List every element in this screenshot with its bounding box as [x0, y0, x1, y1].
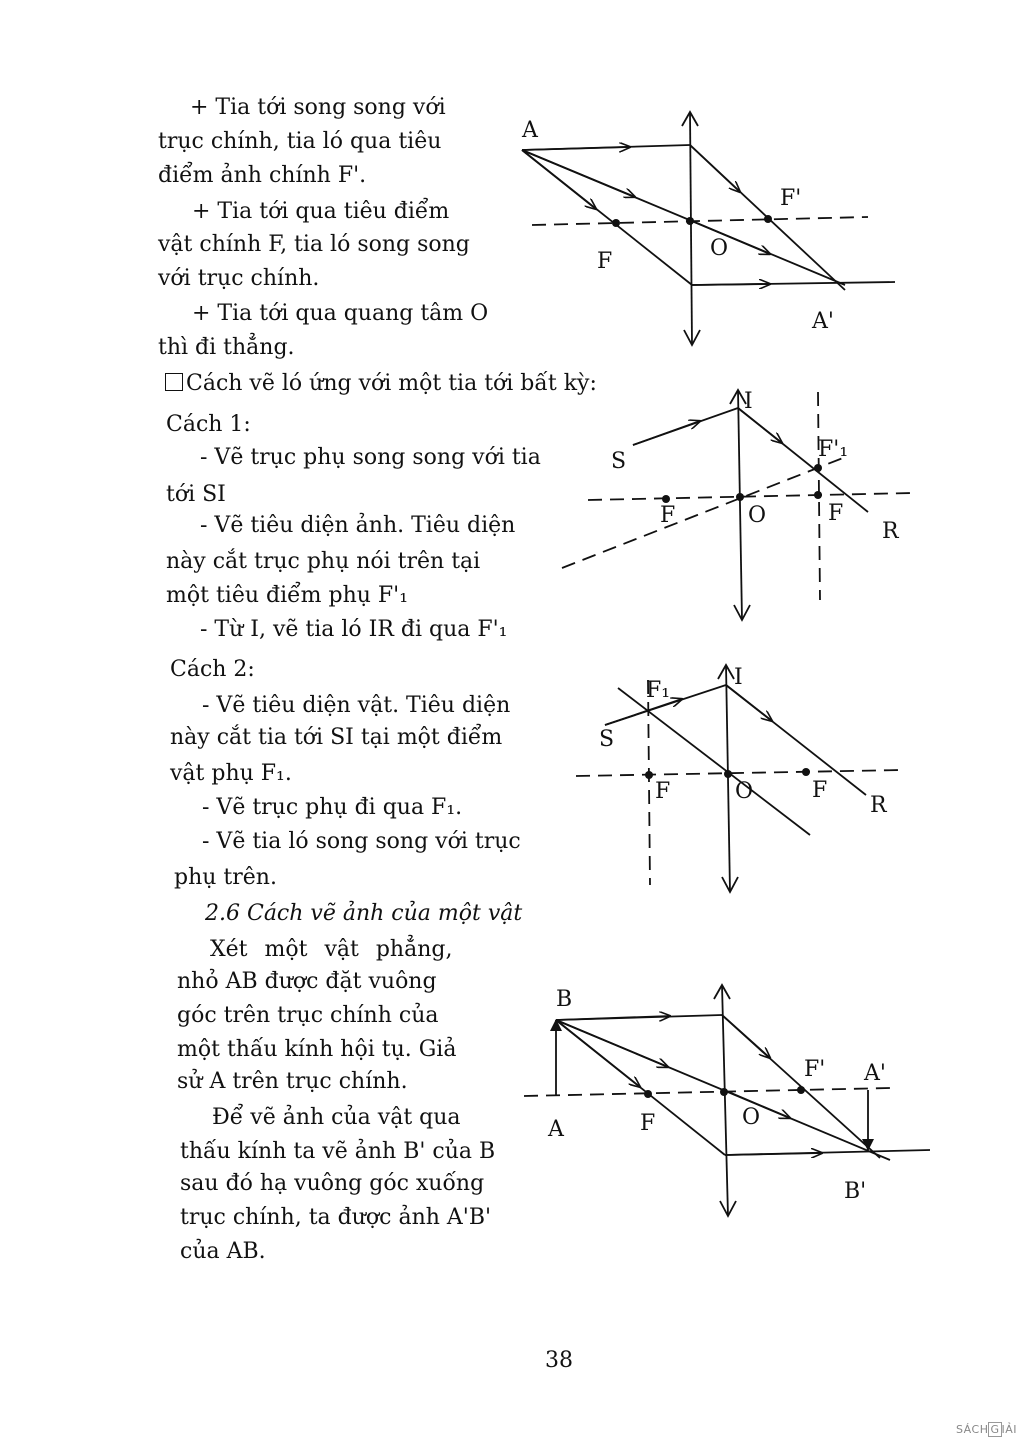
- fig1-label-F: F: [597, 249, 613, 274]
- fig2-lens: [738, 390, 742, 620]
- para1-line3: góc trên trục chính của: [177, 1003, 439, 1028]
- fig4-label-A-prime: A': [864, 1061, 886, 1086]
- heading-any-ray: Cách vẽ ló ứng với một tia tới bất kỳ:: [165, 368, 597, 400]
- fig4-label-O: O: [742, 1105, 761, 1130]
- fig1-ray-center-out-arrow: [692, 221, 770, 254]
- method1-line1: - Vẽ trục phụ song song với tia: [200, 445, 541, 470]
- fig1-ray-parallel-in-arrow: [522, 147, 630, 150]
- fig1-label-A-prime: A': [812, 309, 834, 334]
- fig2-label-R: R: [882, 519, 899, 544]
- figure-1-lens-diagram: [522, 112, 895, 345]
- figure-2-lens-diagram: [562, 390, 912, 620]
- fig4-ray-refracted-1-arrow: [722, 1015, 770, 1058]
- fig2-point-F-left: [662, 495, 670, 503]
- fig1-label-O: O: [710, 236, 729, 261]
- fig2-point-F-right: [814, 491, 822, 499]
- watermark: SÁCH G IẢI: [956, 1423, 1018, 1436]
- fig4-label-B: B: [556, 987, 573, 1012]
- fig1-point-F-prime: [764, 215, 772, 223]
- fig1-point-O: [686, 217, 694, 225]
- method2-line5: - Vẽ tia ló song song với trục: [202, 829, 521, 854]
- fig3-lens: [726, 665, 730, 892]
- para2-line4: trục chính, ta được ảnh A'B': [180, 1205, 492, 1230]
- fig3-label-F1: F₁: [646, 678, 671, 703]
- fig1-points: [612, 215, 772, 227]
- fig1-label-A: A: [522, 118, 538, 143]
- method1-line4: này cắt trục phụ nói trên tại: [166, 549, 481, 574]
- section-title: 2.6 Cách vẽ ảnh của một vật: [205, 901, 523, 926]
- fig2-label-F1-prime: F'₁: [818, 437, 849, 462]
- fig3-principal-axis: [576, 770, 902, 776]
- para1-line1: Xét một vật phẳng,: [210, 937, 453, 962]
- para2-line2: thấu kính ta vẽ ảnh B' của B: [180, 1139, 496, 1164]
- fig2-label-I: I: [744, 389, 753, 414]
- fig2-label-F-left: F: [660, 503, 676, 528]
- ray1-line1: + Tia tới song song với: [190, 95, 446, 120]
- fig4-ray-through-focus-arrow: [556, 1020, 640, 1087]
- method2-line2: này cắt tia tới SI tại một điểm: [170, 725, 503, 750]
- para2-line5: của AB.: [180, 1239, 266, 1264]
- para1-line5: sử A trên trục chính.: [177, 1069, 408, 1094]
- fig3-refracted-ray-arrow: [726, 685, 772, 721]
- method1-line6: - Từ I, vẽ tia ló IR đi qua F'₁: [200, 617, 508, 642]
- fig3-label-R: R: [870, 793, 887, 818]
- fig4-label-F-prime: F': [804, 1057, 826, 1082]
- fig4-label-A: A: [548, 1117, 564, 1142]
- fig4-ray-through-center-arrow: [556, 1020, 668, 1067]
- method2-line3: vật phụ F₁.: [170, 761, 292, 786]
- fig2-label-O: O: [748, 503, 767, 528]
- fig3-point-O: [724, 770, 732, 778]
- fig4-point-F-prime: [797, 1086, 805, 1094]
- ray3-line1: + Tia tới qua quang tâm O: [192, 301, 489, 326]
- method1-title: Cách 1:: [166, 412, 251, 437]
- figure-4-image-formation: [524, 985, 930, 1216]
- method2-line4: - Vẽ trục phụ đi qua F₁.: [202, 795, 463, 820]
- fig4-label-F: F: [640, 1111, 656, 1136]
- fig2-point-O: [736, 493, 744, 501]
- para2-line1: Để vẽ ảnh của vật qua: [212, 1105, 461, 1130]
- ray2-line3: với trục chính.: [158, 266, 320, 291]
- fig4-label-B-prime: B': [844, 1179, 867, 1204]
- fig2-incident-ray-arrow: [633, 421, 700, 445]
- fig3-label-S: S: [599, 727, 615, 752]
- fig1-ray-parallel-out-arrow: [692, 284, 770, 285]
- fig3-point-F-right: [802, 768, 810, 776]
- method1-line2: tới SI: [166, 482, 226, 507]
- fig1-ray-through-focus-arrow: [522, 150, 596, 209]
- para1-line2: nhỏ AB được đặt vuông: [177, 969, 437, 994]
- method2-title: Cách 2:: [170, 657, 255, 682]
- fig2-secondary-axis: [562, 456, 848, 568]
- method2-line1: - Vẽ tiêu diện vật. Tiêu diện: [202, 693, 511, 718]
- fig4-point-O: [720, 1088, 728, 1096]
- page-number: 38: [545, 1348, 573, 1373]
- method1-line3: - Vẽ tiêu diện ảnh. Tiêu diện: [200, 513, 516, 538]
- fig1-ray-refracted-1-arrow: [690, 145, 740, 192]
- para1-line4: một thấu kính hội tụ. Giả: [177, 1037, 457, 1062]
- fig3-label-F-left: F: [655, 779, 671, 804]
- method2-line6: phụ trên.: [174, 865, 277, 890]
- fig1-point-F: [612, 219, 620, 227]
- fig2-label-S: S: [611, 449, 627, 474]
- ray1-line2: trục chính, tia ló qua tiêu: [158, 129, 442, 154]
- fig3-incident-ray-arrow: [605, 699, 682, 725]
- para2-line3: sau đó hạ vuông góc xuống: [180, 1171, 485, 1196]
- fig2-label-F-right: F: [828, 501, 844, 526]
- fig3-point-F-left: [645, 771, 653, 779]
- fig2-point-F1-prime: [814, 464, 822, 472]
- fig3-label-F-right: F: [812, 778, 828, 803]
- fig4-ray-parallel-out-arrow: [725, 1153, 822, 1155]
- fig3-label-O: O: [735, 779, 754, 804]
- method1-line5: một tiêu điểm phụ F'₁: [166, 583, 409, 608]
- fig1-label-F-prime: F': [780, 186, 802, 211]
- fig4-point-F: [644, 1090, 652, 1098]
- ray2-line1: + Tia tới qua tiêu điểm: [192, 199, 450, 224]
- ray3-line2: thì đi thẳng.: [158, 335, 295, 360]
- fig4-principal-axis: [524, 1088, 890, 1096]
- fig4-ray-parallel-in-arrow: [556, 1016, 670, 1020]
- ray2-line2: vật chính F, tia ló song song: [158, 232, 470, 257]
- fig1-ray-through-center-arrow: [522, 150, 635, 197]
- fig3-label-I: I: [734, 665, 743, 690]
- ray1-line3: điểm ảnh chính F'.: [158, 163, 367, 188]
